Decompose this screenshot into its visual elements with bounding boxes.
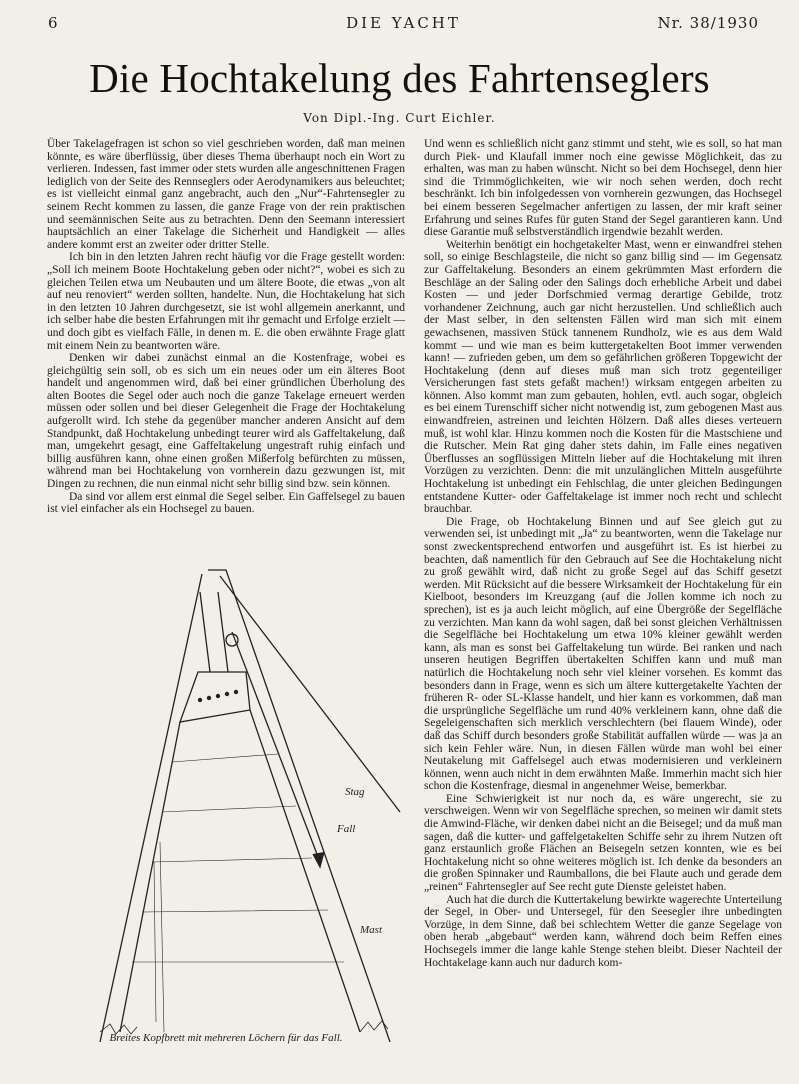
magazine-name: DIE YACHT [346, 14, 461, 32]
paragraph: Die Frage, ob Hochtakelung Binnen und auf See gleich gut zu verwenden sei, ist unbedingt mit „Ja“ zu beantworten, wenn die Takelage nur sonst zweckentsprechend entworfen und ausgeführt ist. Es ist hierbei zu beachten, daß namentlich für den Gebrauch auf See die Hochtakelung nicht zu groß gewählt wird, daß nicht zu große Segel auf das Schiff gesetzt werden. Mit Rücksicht auf die bessere Wirksamkeit der Hochtakelung für ein Kielboot, besonders im Kreuzgang (auf die Jollen komme ich noch zu sprechen), ist es ja auch leicht möglich, auf eine Übergröße der Segelfläche zu verzichten. Man kann da wohl sagen, daß bei sonst gleichen Verhältnissen die Segelfläche bei Hochtakelung um etwa 10% kleiner gewählt werden kann, als man es sonst bei Gaffeltakelung tun würde. Bei ranken und nach unseren heutigen Begriffen übertakelten Schiffen kann und muß man natürlich die Hochtakelung noch sehr viel kleiner vorsehen. Es kommt das besonders dann in Frage, wenn es sich um ältere kuttergetakelte Yachten der früheren R- oder SL-Klasse handelt, und hier kann es vorkommen, daß man die ursprüngliche Segelfläche um rund 40% verkleinern kann, ohne daß die Segeleigenschaften sich merklich verschlechtern (bei flauem Winde), oder daß das Schiff durch besonders große Stabilität auffallen würde — was ja an sich kein Fehler wäre. Nun, in diesen Fällen würde man wohl bei einer Neutakelung mit Gaffelsegel auch etwas modernisieren und verkleinern können, wenn auch nicht in dem erwähnten Maße. Immerhin macht sich hier schon die Kostenfrage, diesmal in angenehmer Weise, bemerkbar. [424, 515, 782, 793]
right-column [424, 138, 782, 969]
paragraph: Da sind vor allem erst einmal die Segel selber. Ein Gaffelsegel zu bauen ist viel einfacher als ein Hochsegel zu bauen. [47, 490, 405, 516]
paragraph: Und wenn es schließlich nicht ganz stimmt und steht, wie es soll, so hat man durch Piek- und Klaufall immer noch eine gewisse Möglichkeit, das zu erhalten, was man zu haben wünscht. Nicht so bei dem Hochsegel, denn hier sind die Trimmöglichkeiten, wie wir noch sehen werden, doch recht beschränkt. Ich bin infolgedessen von vornherein gezwungen, das Hochsegel bei einem besseren Segelmacher anfertigen zu lassen, der mir kraft seiner Erfahrung und seines Rufes für guten Stand der Segel garantieren kann. Und diese Garantie muß selbstverständlich irgendwie bezahlt werden. [424, 138, 782, 239]
article-title: Die Hochtakelung des Fahrtenseglers [89, 55, 710, 101]
paragraph: Denken wir dabei zunächst einmal an die Kostenfrage, wobei es gleichgültig sein soll, ob es sich um ein neues oder um ein älteres Boot handelt und angenommen wird, daß bei einer gründlichen Überholung des alten Bootes die Segel oder auch noch die ganze Takelage erneuert werden müssen oder sollen und bei dieser Gelegenheit die Frage der Hochtakelung aufgerollt wird. Ich stehe da gegenüber mancher anderen Ansicht auf dem Standpunkt, daß Hochtakelung unbedingt teurer wird als Gaffeltakelung, daß man, umgekehrt gesagt, eine Gaffeltakelung ungestraft ruhig einfach und billig ausführen kann, ohne einen großen Mißerfolg befürchten zu müssen, während man bei Hochtakelung von vornherein dazu gezwungen ist, mit Dingen zu rechnen, die nun einmal nicht sehr billig sind bzw. sein können. [47, 352, 405, 491]
stag-label: Stag [345, 786, 365, 798]
page-number: 6 [48, 14, 59, 32]
paragraph: Auch hat die durch die Kuttertakelung bewirkte wagerechte Unterteilung der Segel, in Ober- und Untersegel, für den Seesegler ihre unbedingten Vorzüge, in dem Sinne, daß bei schlechtem Wetter die ganze Segelage von oben herab „abgebaut“ werden kann, während doch beim Reffen eines Hochsegels immer die lange kahle Stenge stehen bleibt. Dieser Nachteil der Hochtakelage kann auch nur dadurch kom- [424, 893, 782, 969]
left-column [47, 138, 405, 516]
author-line: Von Dipl.-Ing. Curt Eichler. [303, 111, 496, 125]
fall-label: Fall [337, 823, 356, 835]
fall-line [232, 632, 320, 862]
paragraph: Weiterhin benötigt ein hochgetakelter Mast, wenn er einwandfrei stehen soll, so einige Beschlagsteile, die nicht so ganz billig sind — im Gegensatz zur Gaffeltakelung. Besonders an einem gekrümmten Mast erfordern die Beschläge an der Saling oder den Salings doch erhebliche Arbeit und dabei Kosten — und jeder Dorfschmied vermag derartige Gebilde, trotz vorhandener Zeichnung, auch gar nicht herzustellen. Und schließlich auch der Mast selber, in den seltensten Fällen wird man sich mit einem gewachsenen, massiven Stück tannenem Rundholz, wie es aus dem Wald kommt — und wie man es beim kuttergetakelten Boot immer verwenden kann! — zufrieden geben, um dem so gefährlichen größeren Topgewicht der Hochtakelung (denn auf dieses muß man sich trotz gegenteiliger Versicherungen fast stets gefaßt machen!) wirksam entgegen arbeiten zu können. Also kommt man zum gebauten, hohlen, evtl. auch sogar, obgleich es bei einem Turenschiff sicher nicht notwendig ist, zum gebogenen Mast aus einwandfreien, astreinen und leichten Hölzern. Daß alles dieses verteuern muß, ist wohl klar. Hinzu kommen noch die Kosten für die Mastschiene und die Rutscher. Mein Rat ging daher stets dahin, im Falle eines negativen Überflusses an sogflüssigen Mitteln lieber auf die Hochtakelung mit ihren Vorzügen zu verzichten. Denn: die mit unzulänglichen Mitteln ausgeführte Hochtakelung ist unbedingt ein Fehlschlag, die unter gleichen Bedingungen entstandene Kutter- oder Gaffeltakelage ist immer noch recht und schlecht brauchbar. [424, 238, 782, 516]
mast-label: Mast [360, 924, 382, 936]
issue-number: Nr. 38/1930 [657, 14, 759, 32]
paragraph: Ich bin in den letzten Jahren recht häufig vor die Frage gestellt worden: „Soll ich meinem Boote Hochtakelung geben oder nicht?“, wobei es sich zu gleichen Teilen etwa um Neubauten und um ältere Boote, die etwas „von alt auf neu renoviert“ werden sollten, handelte. Nun, die Hochtakelung hat sich in den letzten 10 Jahren durchgesetzt, sie ist wohl allgemein anerkannt, und ich selber habe die besten Erfahrungen mit ihr gemacht und Erfolge erzielt — und doch gibt es vielfach Fälle, in denen m. E. die oben erwähnte Frage glatt mit einem Nein zu beantworten wäre. [47, 251, 405, 352]
paragraph: Eine Schwierigkeit ist nur noch da, es wäre ungerecht, sie zu verschweigen. Wenn wir von Segelfläche sprechen, so meinen wir damit stets die Amwind-Fläche, wir denken dabei nicht an die Beisegel; und da muß man sagen, daß die kutter- und gaffelgetakelten Schiffe sehr zu ihrem Nutzen oft ganz erstaunlich große Flächen an Beisegeln setzen konnten, wie es bei Hochtakelung nicht so ohne weiteres möglich ist. Ich denke da besonders an die großen Spinnaker und Raumballons, die bei Flaute auch und gerade dem „reinen“ Fahrtensegler auf See recht gute Dienste geleistet haben. [424, 792, 783, 894]
page-header [48, 14, 759, 36]
figure-caption: Breites Kopfbrett mit mehreren Löchern für das Fall. [109, 1032, 343, 1044]
headboard-illustration [60, 562, 405, 1042]
sail-outline [120, 710, 360, 1032]
stag-line [220, 576, 400, 812]
paragraph: Über Takelagefragen ist schon so viel geschrieben worden, daß man meinen könnte, es wäre überflüssig, über dieses Thema überhaupt noch ein Wort zu verlieren. Indessen, fast immer oder stets wurden alle angeschnittenen Fragen lediglich von der Seite des Rennseglers oder Aerodynamikers aus beleuchtet; es ist vielleicht einmal ganz angebracht, auch den „Nur“-Fahrtensegler zu seinem Recht kommen zu lassen, die ganze Frage von der rein praktischen und seemännischen Seite aus zu betrachten. Denn den Seemann interessiert hauptsächlich an einer Takelage die Sicherheit und Handigkeit — alles andere kommt erst an zweiter oder dritter Stelle. [47, 138, 405, 251]
headboard [180, 672, 250, 722]
